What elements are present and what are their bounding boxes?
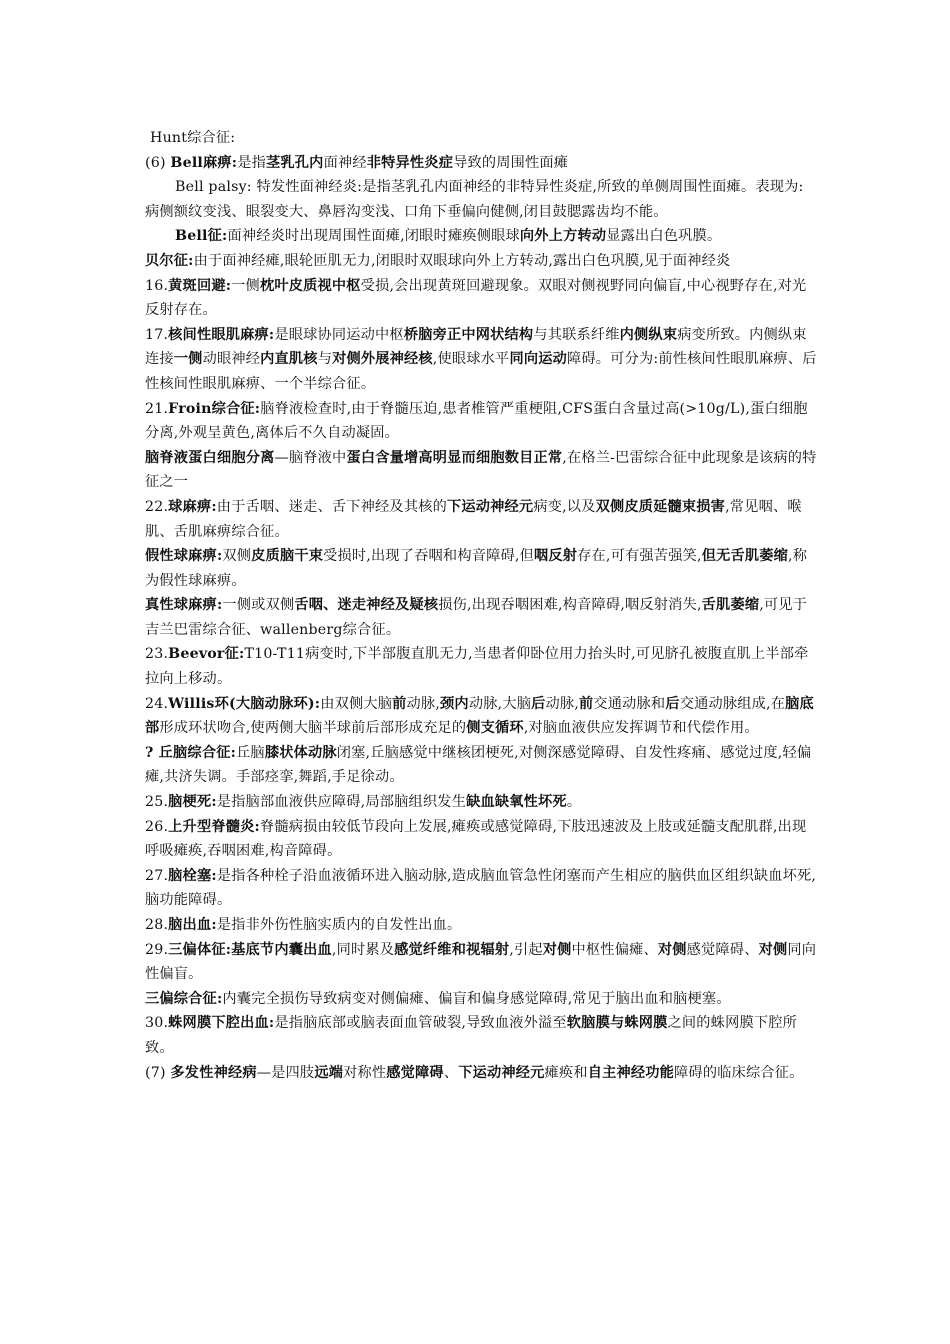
paragraph — [145, 938, 817, 987]
paragraph — [145, 151, 817, 176]
text-run: 受损,会出现黄斑回避现象。双眼对侧视野同向偏盲,中心视野存在,对光反射存在。 — [145, 277, 807, 319]
paragraph — [145, 495, 817, 544]
bold-term: 舌肌萎缩 — [701, 597, 760, 614]
text-run: 受损时,出现了吞咽和构音障碍,但 — [323, 548, 534, 565]
text-run: 形成环状吻合,使两侧大脑半球前后部形成充足的 — [159, 720, 467, 737]
text-run: ,称为假性球麻痹。 — [145, 548, 808, 589]
bold-term: 同向运动 — [509, 351, 568, 368]
paragraph — [145, 249, 817, 274]
text-run: 16. — [145, 277, 169, 294]
text-run: —是四肢 — [256, 1064, 315, 1081]
text-run: 障碍的临床综合征。 — [674, 1064, 804, 1081]
text-run: 交通动脉组成,在 — [679, 695, 786, 712]
bold-term: Bell征: — [175, 228, 228, 245]
paragraph — [145, 274, 817, 323]
text-run: 显露出白色巩膜。 — [606, 228, 722, 245]
bold-term: 但无舌肌萎缩 — [701, 548, 789, 565]
text-run: 25. — [145, 794, 169, 811]
text-run: 17. — [145, 326, 169, 343]
text-run: 之间的蛛网膜下腔所致。 — [145, 1015, 798, 1056]
text-run: 脑脊液检查时,由于脊髓压迫,患者椎管严重梗阻,CFS蛋白含量过高(>10g/L),蛋白细胞分离,外观呈黄色,离体后不久自动凝固。 — [145, 400, 808, 442]
bold-term: 三偏综合征: — [145, 990, 223, 1007]
text-run: 一侧 — [231, 277, 260, 294]
bold-term: 双侧皮质延髓束损害 — [595, 498, 726, 515]
bold-term: 前 — [392, 695, 407, 712]
text-run: 是指脑部血液供应障碍,局部脑组织发生 — [216, 794, 467, 811]
text-run: ,可见于吉兰巴雷综合征、wallenberg综合征。 — [145, 597, 808, 638]
bold-term: 脑底部 — [145, 695, 814, 737]
bold-term: 软脑膜与蛛网膜 — [566, 1015, 668, 1032]
text-run: 交通动脉和 — [593, 695, 666, 712]
bold-term: 球麻痹: — [168, 498, 217, 515]
text-run: 障碍。可分为:前性核间性眼肌麻痹、后性核间性眼肌麻痹、一个半综合征。 — [145, 351, 817, 392]
bold-term: 膝状体动脉 — [264, 744, 337, 761]
text-run: ,同时累及 — [331, 941, 395, 958]
bold-term: 侧支循环 — [466, 720, 524, 737]
text-run: —脑脊液中 — [274, 449, 347, 466]
paragraph — [145, 323, 817, 397]
paragraph — [145, 913, 817, 938]
text-run: 22. — [145, 498, 169, 515]
paragraph — [145, 815, 817, 864]
text-run: 、 — [443, 1064, 459, 1081]
text-run: (6) — [145, 154, 171, 171]
bold-term: 脑栓塞: — [168, 867, 217, 884]
text-run: 是指脑底部或脑表面血管破裂,导致血液外溢至 — [274, 1015, 567, 1032]
text-run: ,在格兰-巴雷综合征中此现象是该病的特征之一 — [145, 449, 817, 491]
text-run: 损伤,出现吞咽困难,构音障碍,咽反射消失, — [438, 597, 702, 614]
bold-term: 脑脊液蛋白细胞分离 — [145, 449, 275, 466]
text-run: 存在,可有强苦强笑, — [577, 548, 702, 565]
bold-term: 多发性神经病 — [170, 1064, 257, 1081]
text-run: 。 — [566, 794, 582, 811]
paragraph — [145, 175, 817, 224]
text-run: 21. — [145, 400, 169, 417]
bold-term: 脑梗死: — [168, 794, 217, 811]
text-run: ,引起 — [509, 941, 543, 958]
text-run: 由双侧大脑 — [320, 695, 393, 712]
bold-term: 一侧 — [173, 351, 203, 368]
paragraph — [145, 642, 817, 691]
text-run: 23. — [145, 646, 169, 663]
text-run: 脊髓病损由较低节段向上发展,瘫痪或感觉障碍,下肢迅速波及上肢或延髓支配肌群,出现呼吸瘫痪,吞咽困难,构音障碍。 — [145, 818, 807, 860]
text-run: 26. — [145, 818, 169, 835]
paragraph — [145, 987, 817, 1012]
paragraph — [145, 593, 817, 642]
paragraph — [145, 544, 817, 593]
bold-term: 蛛网膜下腔出血: — [168, 1015, 275, 1032]
text-run: 28. — [145, 917, 169, 933]
text-run: ,使眼球水平 — [432, 351, 510, 368]
text-run: 是指 — [237, 154, 267, 171]
paragraph — [145, 790, 817, 815]
bold-term: 咽反射 — [533, 548, 578, 565]
bold-term: 后 — [531, 695, 546, 712]
bold-term: 对侧外展神经核 — [332, 351, 433, 368]
bold-term: 自主神经功能 — [587, 1064, 675, 1081]
bold-term: 非特异性炎症 — [366, 154, 454, 171]
text-run: T10-T11病变时,下半部腹直肌无力,当患者仰卧位用力抬头时,可见脐孔被腹直肌上半部牵拉向上移动。 — [145, 646, 809, 688]
paragraph — [145, 397, 817, 446]
bold-term: 对侧 — [657, 941, 687, 958]
bold-term: 三偏体征:基底节内囊出血 — [168, 941, 332, 958]
paragraph — [145, 1011, 817, 1060]
text-run: 瘫痪和 — [544, 1064, 588, 1081]
text-run: ,常见咽、喉肌、舌肌麻痹综合征。 — [145, 498, 802, 540]
bold-term: 黄斑回避: — [168, 277, 232, 294]
paragraph — [145, 741, 817, 790]
paragraph — [145, 224, 817, 249]
bold-term: 上升型脊髓炎: — [168, 818, 260, 835]
text-run: 与其联系纤维 — [533, 326, 620, 343]
text-run: 27. — [145, 867, 169, 884]
text-run: Bell palsy: 特发性面神经炎:是指茎乳孔内面神经的非特异性炎症,所致的单侧周围性面瘫。表现为:病侧额纹变浅、眼裂变大、鼻唇沟变浅、口角下垂偏向健侧,闭目鼓腮露齿均不能。 — [145, 179, 804, 220]
bold-term: 远端 — [314, 1064, 344, 1081]
bold-term: 枕叶皮质视中枢 — [259, 277, 361, 294]
bold-term: 下运动神经元 — [458, 1064, 545, 1081]
paragraph — [145, 1061, 817, 1086]
text-run: 闭塞,丘脑感觉中继核团梗死,对侧深感觉障碍、自发性疼痛、感觉过度,轻偏瘫,共济失调。手部痉挛,舞蹈,手足徐动。 — [145, 744, 812, 786]
bold-term: 皮质脑干束 — [251, 548, 324, 565]
text-run: 同向性偏盲。 — [145, 941, 817, 983]
bold-term: 茎乳孔内 — [266, 154, 324, 171]
text-run: 由于舌咽、迷走、舌下神经及其核的 — [216, 498, 447, 515]
text-run: (7) — [145, 1064, 171, 1081]
text-run: 面神经 — [323, 154, 367, 171]
text-run: 感觉障碍、 — [686, 941, 759, 958]
text-run: 一侧或双侧 — [222, 597, 295, 614]
bold-term: 下运动神经元 — [446, 498, 534, 515]
bold-term: 蛋白含量增高明显而细胞数目正常 — [346, 449, 563, 466]
bold-term: 核间性眼肌麻痹: — [168, 326, 275, 343]
paragraph — [145, 446, 817, 495]
text-run: 是指各种栓子沿血液循环进入脑动脉,造成脑血管急性闭塞而产生相应的脑供血区组织缺血坏死,脑功能障碍。 — [145, 867, 817, 909]
text-run: 病变所致。内侧纵束连接 — [145, 326, 807, 368]
bold-term: 后 — [665, 695, 680, 712]
text-run: 面神经炎时出现周围性面瘫,闭眼时瘫痪侧眼球 — [227, 228, 520, 245]
text-run: 动脉, — [406, 695, 441, 712]
bold-term: 贝尔征: — [145, 252, 194, 269]
bold-term: 真性球麻痹: — [145, 597, 223, 614]
text-run: 与 — [317, 351, 333, 368]
text-run: 导致的周围性面瘫 — [453, 154, 569, 171]
text-run: 是眼球协同运动中枢 — [274, 326, 404, 343]
bold-term: Willis环(大脑动脉环): — [168, 695, 321, 712]
text-run: 24. — [145, 695, 169, 712]
paragraph — [145, 692, 817, 741]
bold-term: 对侧 — [542, 941, 572, 958]
text-run: 内囊完全损伤导致病变对侧偏瘫、偏盲和偏身感觉障碍,常见于脑出血和脑梗塞。 — [222, 990, 731, 1007]
document-body — [145, 126, 817, 1085]
bold-term: Beevor征: — [168, 646, 245, 663]
text-run: 是指非外伤性脑实质内的自发性出血。 — [216, 917, 462, 933]
text-run: 29. — [145, 941, 169, 958]
bold-term: Froin综合征: — [168, 400, 261, 417]
bold-term: 内直肌核 — [260, 351, 318, 368]
text-run: 双侧 — [222, 548, 252, 565]
bold-term: 向外上方转动 — [519, 228, 607, 245]
text-run: 中枢性偏瘫、 — [571, 941, 658, 958]
text-run: 对称性 — [343, 1064, 387, 1081]
bold-term: 内侧纵束 — [619, 326, 678, 343]
text-run: 动脉,大脑 — [468, 695, 532, 712]
text-run: Hunt综合征: — [150, 130, 236, 146]
bold-term: 假性球麻痹: — [145, 548, 223, 565]
text-run: 动眼神经 — [202, 351, 261, 368]
text-run: 由于面神经瘫,眼轮匝肌无力,闭眼时双眼球向外上方转动,露出白色巩膜,见于面神经炎 — [193, 252, 731, 269]
bold-term: 桥脑旁正中网状结构 — [403, 326, 534, 343]
bold-term: 舌咽、迷走神经及疑核 — [294, 597, 439, 614]
bold-term: ? 丘脑综合征: — [145, 744, 237, 761]
bold-term: 对侧 — [758, 941, 788, 958]
text-run: ,对脑血液供应发挥调节和代偿作用。 — [523, 720, 759, 737]
bold-term: 感觉障碍 — [386, 1064, 444, 1081]
bold-term: 颈内 — [440, 695, 469, 712]
bold-term: 感觉纤维和视辐射 — [394, 941, 510, 958]
bold-term: 脑出血: — [168, 917, 217, 933]
bold-term: Bell麻痹: — [170, 154, 238, 171]
bold-term: 缺血缺氧性坏死 — [466, 794, 567, 811]
paragraph — [145, 126, 817, 151]
text-run: 30. — [145, 1015, 169, 1032]
paragraph — [145, 864, 817, 913]
text-run: 丘脑 — [236, 744, 265, 761]
bold-term: 前 — [578, 695, 594, 712]
text-run: 动脉, — [545, 695, 579, 712]
text-run: 病变,以及 — [533, 498, 596, 515]
